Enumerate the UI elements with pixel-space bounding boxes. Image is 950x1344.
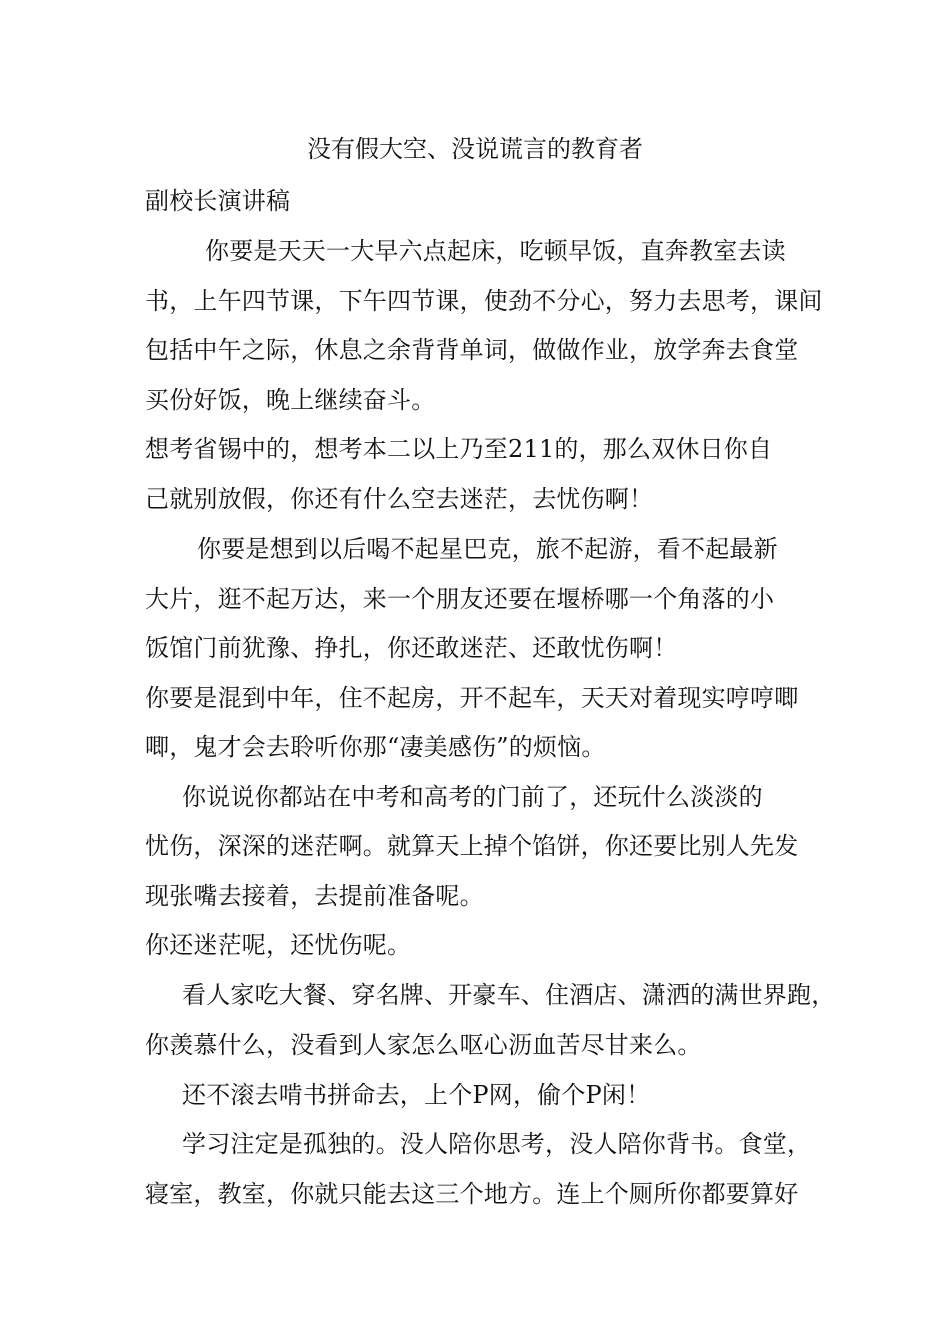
body-line: 还不滚去啃书拼命去，上个P网，偷个P闲！ [182, 1081, 651, 1109]
body-line: 现张嘴去接着，去提前准备呢。 [145, 882, 484, 910]
body-line: 你要是想到以后喝不起星巴克，旅不起游，看不起最新 [197, 535, 778, 563]
body-line: 你说说你都站在中考和高考的门前了，还玩什么淡淡的 [182, 783, 763, 811]
body-line: 饭馆门前犹豫、挣扎，你还敢迷茫、还敢忧伤啊！ [145, 634, 678, 662]
body-line: 买份好饭，晚上继续奋斗。 [145, 386, 436, 414]
body-line: 包括中午之际，休息之余背背单词，做做作业，放学奔去食堂 [145, 336, 799, 364]
body-line: 唧，鬼才会去聆听你那“凄美感伤”的烦恼。 [145, 733, 606, 761]
body-line: 学习注定是孤独的。没人陪你思考，没人陪你背书。食堂， [182, 1130, 812, 1158]
body-line: 寝室，教室，你就只能去这三个地方。连上个厕所你都要算好 [145, 1180, 799, 1208]
document-title: 没有假大空、没说谎言的教育者 [307, 135, 643, 163]
document-subtitle: 副校长演讲稿 [145, 187, 291, 215]
body-line: 你要是天天一大早六点起床，吃顿早饭，直奔教室去读 [205, 237, 786, 265]
body-line: 大片，逛不起万达，来一个朋友还要在堰桥哪一个角落的小 [145, 585, 775, 613]
body-line: 你要是混到中年，住不起房，开不起车，天天对着现实哼哼唧 [145, 684, 799, 712]
body-line: 己就别放假，你还有什么空去迷茫，去忧伤啊！ [145, 485, 654, 513]
body-line: 你羡慕什么，没看到人家怎么呕心沥血苦尽甘来么。 [145, 1031, 702, 1059]
body-line: 忧伤，深深的迷茫啊。就算天上掉个馅饼，你还要比别人先发 [145, 832, 799, 860]
body-line: 想考省锡中的，想考本二以上乃至211的，那么双休日你自 [145, 435, 773, 463]
body-line: 你还迷茫呢，还忧伤呢。 [145, 931, 412, 959]
body-line: 书，上午四节课，下午四节课，使劲不分心，努力去思考，课间 [145, 287, 823, 315]
body-line: 看人家吃大餐、穿名牌、开豪车、住酒店、潇洒的满世界跑， [182, 981, 836, 1009]
